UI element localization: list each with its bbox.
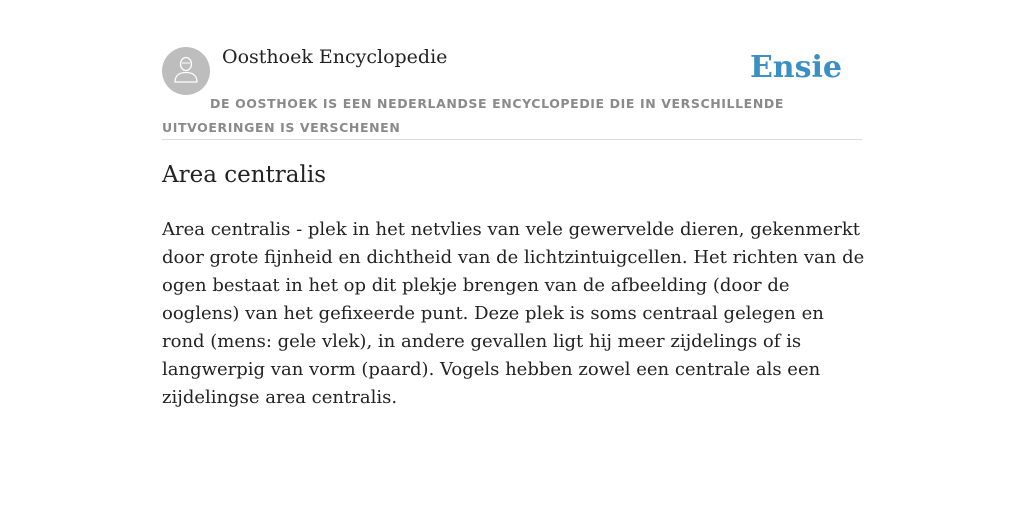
user-silhouette-icon [171, 54, 201, 89]
article-title: Area centralis [162, 162, 327, 188]
header [162, 44, 862, 140]
site-tagline: DE OOSTHOEK IS EEN NEDERLANDSE ENCYCLOPEDIE DIE IN VERSCHILLENDE UITVOERINGEN IS VERSCHENEN [162, 96, 784, 135]
avatar[interactable] [162, 47, 210, 95]
brand-logo[interactable]: Ensie [749, 50, 842, 85]
article-body: Area centralis - plek in het netvlies van vele gewervelde dieren, gekenmerkt door grote fijnheid en dichtheid van de lichtzintuigcellen. Het richten van de ogen bestaat in het op dit plekje brengen van de afbeelding (door de ooglens) van het gefixeerde punt. Deze plek is soms centraal gelegen en rond (mens: gele vlek), in andere gevallen ligt hij meer zijdelings of is langwerpig van vorm (paard). Vogels hebben zowel een centrale als een zijdelingse area centralis. [162, 219, 865, 408]
site-name[interactable]: Oosthoek Encyclopedie [222, 46, 448, 68]
header-divider [162, 139, 862, 140]
